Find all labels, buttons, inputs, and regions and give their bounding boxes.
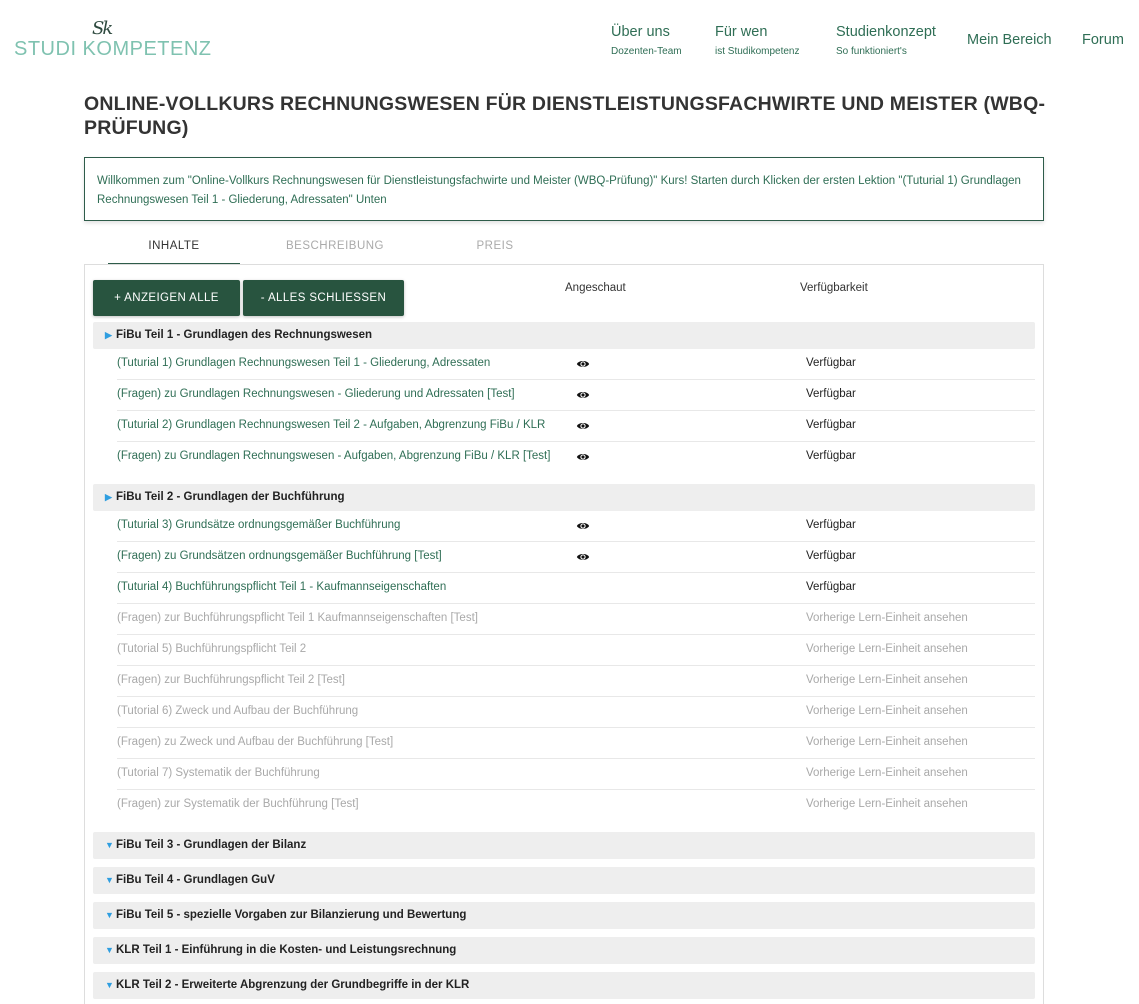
logo-text: STUDI KOMPETENZ <box>14 38 212 60</box>
lesson-title-link[interactable]: (Tuturial 1) Grundlagen Rechnungswesen Teil 1 - Gliederung, Adressaten <box>117 357 491 369</box>
nav-item-studienkonzept[interactable] <box>836 22 936 57</box>
section-title: FiBu Teil 5 - spezielle Vorgaben zur Bilanzierung und Bewertung <box>116 909 467 921</box>
section-title: FiBu Teil 3 - Grundlagen der Bilanz <box>116 839 307 851</box>
lesson-title-link: (Fragen) zur Buchführungspflicht Teil 1 Kaufmannseigenschaften [Test] <box>117 612 478 624</box>
lesson-title-link: (Fragen) zur Systematik der Buchführung [Test] <box>117 798 359 810</box>
eye-icon <box>576 357 590 371</box>
tab-preis[interactable]: PREIS <box>476 240 514 252</box>
lesson-row[interactable] <box>117 411 1035 442</box>
eye-icon <box>576 419 590 433</box>
lesson-title-link[interactable]: (Fragen) zu Grundlagen Rechnungswesen - Gliederung und Adressaten [Test] <box>117 388 515 400</box>
nav-item-mein-bereich[interactable] <box>967 22 1052 58</box>
nav-item-label: Für wen <box>715 24 768 40</box>
eye-icon <box>576 388 590 402</box>
tab-inhalte[interactable]: INHALTE <box>108 240 240 264</box>
availability-status: Vorherige Lern-Einheit ansehen <box>806 767 968 779</box>
nav-item-label: Forum <box>1082 32 1124 48</box>
main-nav <box>0 22 1139 72</box>
lesson-title-link: (Fragen) zu Zweck und Aufbau der Buchführung [Test] <box>117 736 394 748</box>
lesson-row <box>117 759 1035 790</box>
lesson-row <box>117 666 1035 697</box>
site-header <box>0 0 1139 80</box>
section-title: KLR Teil 1 - Einführung in die Kosten- und Leistungsrechnung <box>116 944 457 956</box>
availability-status: Verfügbar <box>806 519 856 531</box>
availability-status: Verfügbar <box>806 581 856 593</box>
column-header-availability: Verfügbarkeit <box>800 282 868 294</box>
lesson-row[interactable] <box>117 349 1035 380</box>
caret-down-icon: ▼ <box>105 980 114 990</box>
availability-status: Vorherige Lern-Einheit ansehen <box>806 612 968 624</box>
availability-status: Verfügbar <box>806 357 856 369</box>
nav-item-sub: ist Studikompetenz <box>715 46 800 57</box>
lesson-title-link: (Tutorial 7) Systematik der Buchführung <box>117 767 320 779</box>
eye-icon <box>576 550 590 564</box>
section-title: FiBu Teil 1 - Grundlagen des Rechnungswesen <box>116 329 373 341</box>
lesson-row <box>117 790 1035 821</box>
nav-item-sub: Dozenten-Team <box>611 46 682 57</box>
lesson-row <box>117 604 1035 635</box>
welcome-message: Willkommen zum "Online-Vollkurs Rechnungswesen für Dienstleistungsfachwirte und Meister (WBQ-Prüfung)" Kurs! Starten durch Klicken der ersten Lektion "(Tuturial 1) Grundlagen Rechnungswesen Teil 1 - Gliederung, Adressaten" Unten <box>84 157 1044 221</box>
availability-status: Vorherige Lern-Einheit ansehen <box>806 736 968 748</box>
section-title: KLR Teil 2 - Erweiterte Abgrenzung der Grundbegriffe in der KLR <box>116 979 470 991</box>
caret-down-icon: ▼ <box>105 945 114 955</box>
column-header-viewed: Angeschaut <box>565 282 626 294</box>
lesson-row[interactable] <box>117 380 1035 411</box>
availability-status: Vorherige Lern-Einheit ansehen <box>806 798 968 810</box>
availability-status: Verfügbar <box>806 450 856 462</box>
lesson-row[interactable] <box>117 442 1035 473</box>
lesson-title-link[interactable]: (Tuturial 4) Buchführungspflicht Teil 1 - Kaufmannseigenschaften <box>117 581 447 593</box>
eye-icon <box>576 450 590 464</box>
availability-status: Verfügbar <box>806 550 856 562</box>
logo-mark: Sk <box>92 18 112 39</box>
course-content-panel <box>84 264 1044 1004</box>
lesson-title-link[interactable]: (Tuturial 3) Grundsätze ordnungsgemäßer Buchführung <box>117 519 401 531</box>
lesson-row <box>117 728 1035 759</box>
availability-status: Vorherige Lern-Einheit ansehen <box>806 674 968 686</box>
nav-item-forum[interactable] <box>1082 22 1124 58</box>
caret-down-icon: ▼ <box>105 910 114 920</box>
nav-item-sub: So funktioniert's <box>836 46 907 57</box>
caret-right-icon: ▶ <box>105 330 112 340</box>
caret-down-icon: ▼ <box>105 875 114 885</box>
section-header[interactable] <box>93 972 1035 999</box>
lesson-row[interactable] <box>117 573 1035 604</box>
collapse-all-button[interactable]: - ALLES SCHLIESSEN <box>243 280 404 316</box>
lesson-row <box>117 635 1035 666</box>
section-header[interactable] <box>93 484 1035 511</box>
nav-item-fuer-wen[interactable] <box>715 22 800 57</box>
lesson-row[interactable] <box>117 542 1035 573</box>
expand-all-button[interactable]: + ANZEIGEN ALLE <box>93 280 240 316</box>
section-header[interactable] <box>93 832 1035 859</box>
caret-right-icon: ▶ <box>105 492 112 502</box>
availability-status: Verfügbar <box>806 388 856 400</box>
lesson-row <box>117 697 1035 728</box>
caret-down-icon: ▼ <box>105 840 114 850</box>
course-tabs <box>108 240 568 264</box>
lesson-title-link[interactable]: (Tuturial 2) Grundlagen Rechnungswesen Teil 2 - Aufgaben, Abgrenzung FiBu / KLR <box>117 419 546 431</box>
section-header[interactable] <box>93 902 1035 929</box>
nav-item-ueber-uns[interactable] <box>611 22 682 57</box>
section-header[interactable] <box>93 867 1035 894</box>
nav-item-label: Studienkonzept <box>836 24 936 40</box>
tab-beschreibung[interactable]: BESCHREIBUNG <box>285 240 385 252</box>
lesson-title-link[interactable]: (Fragen) zu Grundlagen Rechnungswesen - Aufgaben, Abgrenzung FiBu / KLR [Test] <box>117 450 551 462</box>
lesson-title-link: (Fragen) zur Buchführungspflicht Teil 2 [Test] <box>117 674 345 686</box>
lesson-title-link[interactable]: (Fragen) zu Grundsätzen ordnungsgemäßer Buchführung [Test] <box>117 550 442 562</box>
lesson-title-link: (Tutorial 5) Buchführungspflicht Teil 2 <box>117 643 307 655</box>
section-title: FiBu Teil 4 - Grundlagen GuV <box>116 874 275 886</box>
page-title: ONLINE-VOLLKURS RECHNUNGSWESEN FÜR DIENSTLEISTUNGSFACHWIRTE UND MEISTER (WBQ-PRÜFUNG) <box>84 93 1046 139</box>
availability-status: Verfügbar <box>806 419 856 431</box>
section-header[interactable] <box>93 937 1035 964</box>
lesson-title-link: (Tutorial 6) Zweck und Aufbau der Buchführung <box>117 705 359 717</box>
section-header[interactable] <box>93 322 1035 349</box>
nav-item-label: Über uns <box>611 24 670 40</box>
lesson-row[interactable] <box>117 511 1035 542</box>
nav-item-label: Mein Bereich <box>967 32 1052 48</box>
eye-icon <box>576 519 590 533</box>
availability-status: Vorherige Lern-Einheit ansehen <box>806 705 968 717</box>
availability-status: Vorherige Lern-Einheit ansehen <box>806 643 968 655</box>
section-title: FiBu Teil 2 - Grundlagen der Buchführung <box>116 491 345 503</box>
